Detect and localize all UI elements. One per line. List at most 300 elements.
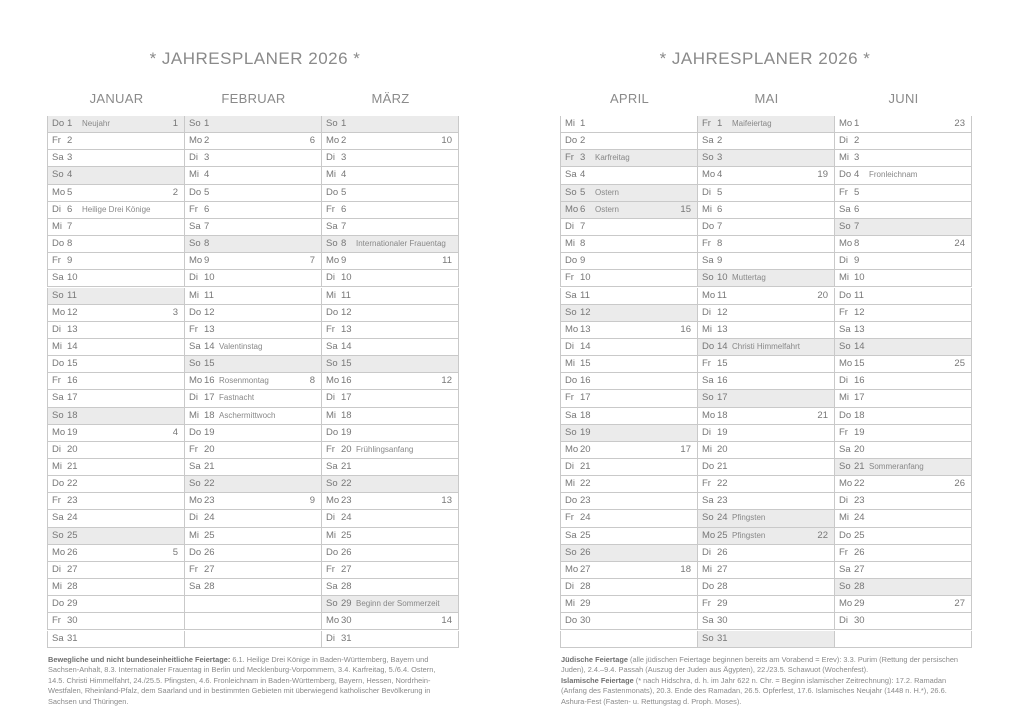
day-number: 7 xyxy=(204,220,210,232)
day-number: 28 xyxy=(854,581,865,593)
day-number: 26 xyxy=(204,546,215,558)
calendar-day-row xyxy=(47,390,185,407)
calendar-day-row xyxy=(834,356,972,373)
day-number: 21 xyxy=(854,461,865,472)
day-number: 30 xyxy=(341,615,352,627)
calendar-day-row xyxy=(184,150,322,167)
calendar-day-row xyxy=(697,596,835,613)
week-number: 17 xyxy=(680,443,691,455)
calendar-day-row xyxy=(560,339,698,356)
weekday: Do xyxy=(52,118,65,129)
day-number: 29 xyxy=(341,598,352,610)
weekday: Mo xyxy=(839,118,853,129)
calendar-day-row xyxy=(321,270,459,287)
calendar-day-row xyxy=(321,305,459,322)
day-number: 10 xyxy=(204,272,215,284)
weekday: Do xyxy=(326,306,339,318)
calendar-day-row xyxy=(184,288,322,305)
day-number: 22 xyxy=(341,478,352,490)
weekday: So xyxy=(52,289,64,301)
footnote-islamic xyxy=(561,676,961,707)
weekday: So xyxy=(326,238,338,250)
right-page xyxy=(510,0,1020,722)
day-number: 26 xyxy=(580,546,591,558)
day-number: 4 xyxy=(67,169,73,181)
calendar-day-row xyxy=(184,202,322,219)
day-number: 2 xyxy=(67,135,73,147)
weekday: Mo xyxy=(565,443,579,455)
day-number: 17 xyxy=(854,392,865,404)
day-number: 3 xyxy=(717,152,723,164)
calendar-day-row xyxy=(560,545,698,562)
weekday: Do xyxy=(702,340,715,352)
calendar-day-row xyxy=(697,631,835,648)
calendar-day-row xyxy=(321,613,459,630)
calendar-day-row xyxy=(834,613,972,630)
event-label: Fastnacht xyxy=(219,393,255,403)
weekday: Di xyxy=(565,220,574,232)
weekday: So xyxy=(565,546,577,558)
weekday: Mo xyxy=(702,409,716,421)
day-number: 19 xyxy=(341,426,352,438)
weekday: Fr xyxy=(189,443,198,455)
weekday: Di xyxy=(839,375,848,387)
day-number: 15 xyxy=(717,358,728,370)
weekday: Sa xyxy=(52,512,64,524)
footnote-heading: Jüdische Feiertage xyxy=(561,655,628,664)
calendar-empty-row xyxy=(184,596,322,613)
weekday: Mi xyxy=(189,409,200,421)
month-header-mai: MAI xyxy=(754,91,779,106)
day-number: 5 xyxy=(580,186,586,198)
day-number: 1 xyxy=(580,118,586,129)
week-number: 21 xyxy=(817,409,828,421)
weekday: Do xyxy=(839,289,852,301)
day-number: 10 xyxy=(341,272,352,284)
weekday: Fr xyxy=(189,323,198,335)
day-number: 28 xyxy=(67,581,78,593)
week-number: 8 xyxy=(309,375,315,387)
footnote-religious-holidays xyxy=(561,655,961,707)
calendar-day-row xyxy=(697,493,835,510)
week-number: 16 xyxy=(680,323,691,335)
day-number: 18 xyxy=(580,409,591,421)
day-number: 18 xyxy=(854,409,865,421)
calendar-day-row xyxy=(560,425,698,442)
weekday: Di xyxy=(565,581,574,593)
day-number: 3 xyxy=(67,152,73,164)
event-label: Ostern xyxy=(595,204,620,214)
calendar-day-row xyxy=(184,442,322,459)
weekday: So xyxy=(326,598,338,610)
calendar-day-row xyxy=(834,510,972,527)
calendar-day-row xyxy=(697,133,835,150)
calendar-day-row xyxy=(184,390,322,407)
calendar-day-row xyxy=(834,442,972,459)
weekday: Sa xyxy=(326,581,338,593)
calendar-day-row xyxy=(184,356,322,373)
day-number: 1 xyxy=(204,118,210,129)
day-number: 19 xyxy=(717,426,728,438)
weekday: So xyxy=(189,238,201,250)
day-number: 13 xyxy=(67,323,78,335)
weekday: Di xyxy=(565,461,574,472)
weekday: Mi xyxy=(189,289,200,301)
week-number: 12 xyxy=(441,375,452,387)
day-number: 26 xyxy=(341,546,352,558)
calendar-day-row xyxy=(47,356,185,373)
weekday: Fr xyxy=(702,238,711,250)
event-label: Maifeiertag xyxy=(732,119,772,128)
day-number: 4 xyxy=(854,169,860,181)
day-number: 25 xyxy=(717,529,728,541)
day-number: 11 xyxy=(580,289,590,301)
day-number: 11 xyxy=(341,289,351,301)
calendar-day-row xyxy=(560,288,698,305)
calendar-day-row xyxy=(834,459,972,476)
calendar-day-row xyxy=(321,459,459,476)
calendar-day-row xyxy=(184,219,322,236)
day-number: 12 xyxy=(341,306,352,318)
calendar-day-row xyxy=(560,150,698,167)
event-label: Fronleichnam xyxy=(869,170,918,180)
day-number: 10 xyxy=(580,272,591,284)
calendar-day-row xyxy=(697,167,835,184)
weekday: Sa xyxy=(702,255,714,267)
calendar-day-row xyxy=(184,528,322,545)
page-title: * JAHRESPLANER 2026 * xyxy=(659,49,871,68)
calendar-day-row xyxy=(834,185,972,202)
calendar-day-row xyxy=(184,459,322,476)
calendar-day-row xyxy=(834,116,972,133)
weekday: Mo xyxy=(839,358,853,370)
weekday: Fr xyxy=(839,186,848,198)
day-number: 3 xyxy=(341,152,347,164)
calendar-day-row xyxy=(697,476,835,493)
calendar-empty-row xyxy=(560,631,698,648)
weekday: Fr xyxy=(702,478,711,490)
day-number: 28 xyxy=(717,581,728,593)
calendar-day-row xyxy=(834,579,972,596)
calendar-day-row xyxy=(47,373,185,390)
weekday: Sa xyxy=(702,495,714,507)
day-number: 14 xyxy=(67,340,78,352)
weekday: Mi xyxy=(52,461,63,472)
week-number: 13 xyxy=(441,495,452,507)
calendar-day-row xyxy=(321,562,459,579)
day-number: 28 xyxy=(341,581,352,593)
weekday: Mi xyxy=(52,340,63,352)
weekday: Sa xyxy=(326,461,338,472)
day-number: 17 xyxy=(580,392,591,404)
day-number: 1 xyxy=(717,118,723,129)
day-number: 16 xyxy=(717,375,728,387)
weekday: So xyxy=(702,632,714,644)
day-number: 24 xyxy=(67,512,78,524)
day-number: 20 xyxy=(67,443,78,455)
day-number: 10 xyxy=(854,272,865,284)
day-number: 26 xyxy=(854,546,865,558)
day-number: 6 xyxy=(580,203,586,215)
weekday: Mo xyxy=(839,478,853,490)
day-number: 25 xyxy=(204,529,215,541)
calendar-day-row xyxy=(697,270,835,287)
weekday: Sa xyxy=(52,272,64,284)
day-number: 2 xyxy=(854,135,860,147)
weekday: Mi xyxy=(326,529,337,541)
weekday: Fr xyxy=(189,203,198,215)
calendar-day-row xyxy=(321,442,459,459)
calendar-day-row xyxy=(184,493,322,510)
calendar-day-row xyxy=(47,202,185,219)
day-number: 9 xyxy=(341,255,347,267)
day-number: 29 xyxy=(580,598,591,610)
weekday: Do xyxy=(52,598,65,610)
day-number: 25 xyxy=(854,529,865,541)
weekday: So xyxy=(565,186,577,198)
weekday: Mi xyxy=(565,118,576,129)
calendar-day-row xyxy=(697,288,835,305)
calendar-day-row xyxy=(697,408,835,425)
weekday: Mo xyxy=(52,546,66,558)
day-number: 18 xyxy=(341,409,352,421)
calendar-day-row xyxy=(47,270,185,287)
weekday: Mi xyxy=(326,409,337,421)
weekday: Mo xyxy=(189,375,203,387)
week-number: 19 xyxy=(817,169,828,181)
weekday: Fr xyxy=(52,375,61,387)
calendar-day-row xyxy=(834,253,972,270)
day-number: 21 xyxy=(717,461,728,472)
weekday: Do xyxy=(702,220,715,232)
day-number: 2 xyxy=(341,135,347,147)
weekday: Mi xyxy=(839,152,850,164)
calendar-day-row xyxy=(184,305,322,322)
event-label: Ostern xyxy=(595,187,620,197)
day-number: 19 xyxy=(67,426,78,438)
calendar-day-row xyxy=(697,150,835,167)
weekday: Mo xyxy=(839,598,853,610)
day-number: 7 xyxy=(854,220,860,232)
weekday: Mo xyxy=(326,375,340,387)
day-number: 31 xyxy=(717,632,728,644)
day-number: 13 xyxy=(717,323,728,335)
calendar-day-row xyxy=(184,373,322,390)
weekday: Mo xyxy=(565,563,579,575)
day-number: 23 xyxy=(580,495,591,507)
weekday: Mi xyxy=(326,169,337,181)
day-number: 14 xyxy=(580,340,591,352)
calendar-day-row xyxy=(184,167,322,184)
calendar-day-row xyxy=(834,408,972,425)
weekday: Do xyxy=(839,409,852,421)
footnote-jewish xyxy=(561,655,961,676)
weekday: Mo xyxy=(565,323,579,335)
day-number: 5 xyxy=(67,186,73,198)
calendar-day-row xyxy=(47,167,185,184)
calendar-day-row xyxy=(321,390,459,407)
day-number: 27 xyxy=(717,563,728,575)
footnote-text: (* nach Hidschra, d. h. im Jahr 622 n. Chr. = Beginn islamischer Zeitrechnung): 17.2. Ramadan (Anfang des Fastenmonats), 20.3. Ende des Ramadan, 26.5. Opferfest, 17.6. Islamisches Neujahr (1448 n. H.*), 26.6. Ashura-Fest (Fasten- u. Rettungstag d. Proph. Moses). xyxy=(561,675,947,706)
weekday: Do xyxy=(189,426,202,438)
day-number: 2 xyxy=(204,135,210,147)
day-number: 24 xyxy=(580,512,591,524)
weekday: Sa xyxy=(189,461,201,472)
weekday: Di xyxy=(189,152,198,164)
weekday: So xyxy=(326,358,338,370)
day-number: 29 xyxy=(67,598,78,610)
calendar-day-row xyxy=(560,185,698,202)
calendar-day-row xyxy=(834,545,972,562)
calendar-day-row xyxy=(697,510,835,527)
weekday: Sa xyxy=(189,340,201,352)
weekday: Fr xyxy=(565,152,574,164)
calendar-day-row xyxy=(834,305,972,322)
weekday: Di xyxy=(839,135,848,147)
day-number: 27 xyxy=(854,563,865,575)
calendar-day-row xyxy=(47,133,185,150)
calendar-day-row xyxy=(47,253,185,270)
weekday: Mi xyxy=(52,220,63,232)
calendar-day-row xyxy=(321,528,459,545)
calendar-day-row xyxy=(321,202,459,219)
day-number: 5 xyxy=(854,186,860,198)
weekday: Di xyxy=(326,272,335,284)
weekday: Do xyxy=(839,169,852,181)
calendar-empty-row xyxy=(184,613,322,630)
day-number: 15 xyxy=(204,358,215,370)
weekday: Mo xyxy=(52,306,66,318)
calendar-day-row xyxy=(321,631,459,648)
day-number: 4 xyxy=(580,169,586,181)
day-number: 23 xyxy=(67,495,78,507)
weekday: Mo xyxy=(326,495,340,507)
day-number: 8 xyxy=(854,238,860,250)
weekday: Do xyxy=(565,615,578,627)
calendar-day-row xyxy=(560,219,698,236)
day-number: 16 xyxy=(341,375,352,387)
weekday: Mi xyxy=(839,512,850,524)
day-number: 24 xyxy=(341,512,352,524)
footnote-heading: Islamische Feiertage xyxy=(561,675,634,685)
calendar-day-row xyxy=(47,510,185,527)
calendar-day-row xyxy=(560,373,698,390)
week-number: 5 xyxy=(172,546,178,558)
calendar-day-row xyxy=(47,545,185,562)
calendar-empty-row xyxy=(184,631,322,648)
weekday: Fr xyxy=(839,306,848,318)
day-number: 18 xyxy=(204,409,215,421)
weekday: Do xyxy=(52,358,65,370)
day-number: 27 xyxy=(67,563,78,575)
day-number: 1 xyxy=(854,118,860,129)
calendar-day-row xyxy=(321,510,459,527)
weekday: Sa xyxy=(839,203,851,215)
weekday: Mi xyxy=(189,529,200,541)
calendar-day-row xyxy=(560,236,698,253)
calendar-day-row xyxy=(697,116,835,133)
calendar-day-row xyxy=(47,408,185,425)
weekday: Sa xyxy=(565,289,577,301)
week-number: 1 xyxy=(172,118,178,129)
calendar-day-row xyxy=(47,185,185,202)
calendar-day-row xyxy=(834,270,972,287)
weekday: Mo xyxy=(326,615,340,627)
calendar-day-row xyxy=(560,493,698,510)
calendar-day-row xyxy=(47,459,185,476)
weekday: Di xyxy=(326,392,335,404)
day-number: 7 xyxy=(341,220,347,232)
month-header-juni: JUNI xyxy=(888,91,919,106)
day-number: 6 xyxy=(204,203,210,215)
weekday: Do xyxy=(326,546,339,558)
weekday: Di xyxy=(326,512,335,524)
day-number: 26 xyxy=(717,546,728,558)
day-number: 8 xyxy=(67,238,73,250)
footnote-text: (alle jüdischen Feiertage beginnen bereits am Vorabend = Erev): 3.3. Purim (Rettung der persischen Juden), 2.4.–9.4. Passah (Auszug der Juden aus Ägypten), 22./23.5. Schawuot (Wochenfest). xyxy=(561,655,959,675)
day-number: 20 xyxy=(580,443,591,455)
calendar-day-row xyxy=(697,459,835,476)
day-number: 12 xyxy=(854,306,865,318)
day-number: 7 xyxy=(717,220,723,232)
calendar-day-row xyxy=(321,579,459,596)
weekday: Sa xyxy=(839,563,851,575)
day-number: 30 xyxy=(580,615,591,627)
day-number: 16 xyxy=(580,375,591,387)
weekday: Mi xyxy=(326,289,337,301)
calendar-day-row xyxy=(47,528,185,545)
weekday: Mi xyxy=(702,323,713,335)
weekday: Fr xyxy=(52,255,61,267)
day-number: 9 xyxy=(717,255,723,267)
day-number: 7 xyxy=(580,220,586,232)
day-number: 20 xyxy=(341,443,352,455)
weekday: So xyxy=(189,358,201,370)
weekday: Di xyxy=(52,203,61,215)
weekday: Di xyxy=(52,323,61,335)
calendar-day-row xyxy=(184,116,322,133)
day-number: 18 xyxy=(717,409,728,421)
day-number: 24 xyxy=(854,512,865,524)
calendar-day-row xyxy=(560,476,698,493)
calendar-day-row xyxy=(184,579,322,596)
day-number: 31 xyxy=(67,632,78,644)
day-number: 21 xyxy=(341,461,352,472)
calendar-day-row xyxy=(560,579,698,596)
calendar-day-row xyxy=(697,356,835,373)
weekday: Sa xyxy=(52,152,64,164)
calendar-day-row xyxy=(47,236,185,253)
calendar-day-row xyxy=(834,202,972,219)
weekday: Sa xyxy=(702,375,714,387)
calendar-day-row xyxy=(697,202,835,219)
calendar-day-row xyxy=(560,202,698,219)
calendar-day-row xyxy=(560,596,698,613)
event-label: Christi Himmelfahrt xyxy=(732,341,801,351)
calendar-day-row xyxy=(321,133,459,150)
weekday: Sa xyxy=(326,340,338,352)
calendar-day-row xyxy=(697,373,835,390)
weekday: Do xyxy=(52,238,65,250)
calendar-day-row xyxy=(321,493,459,510)
calendar-day-row xyxy=(834,562,972,579)
event-label: Pfingsten xyxy=(732,530,766,540)
weekday: Fr xyxy=(702,598,711,610)
month-header-maerz: MÄRZ xyxy=(371,91,410,106)
calendar-day-row xyxy=(834,596,972,613)
day-number: 11 xyxy=(67,289,77,301)
calendar-day-row xyxy=(834,528,972,545)
